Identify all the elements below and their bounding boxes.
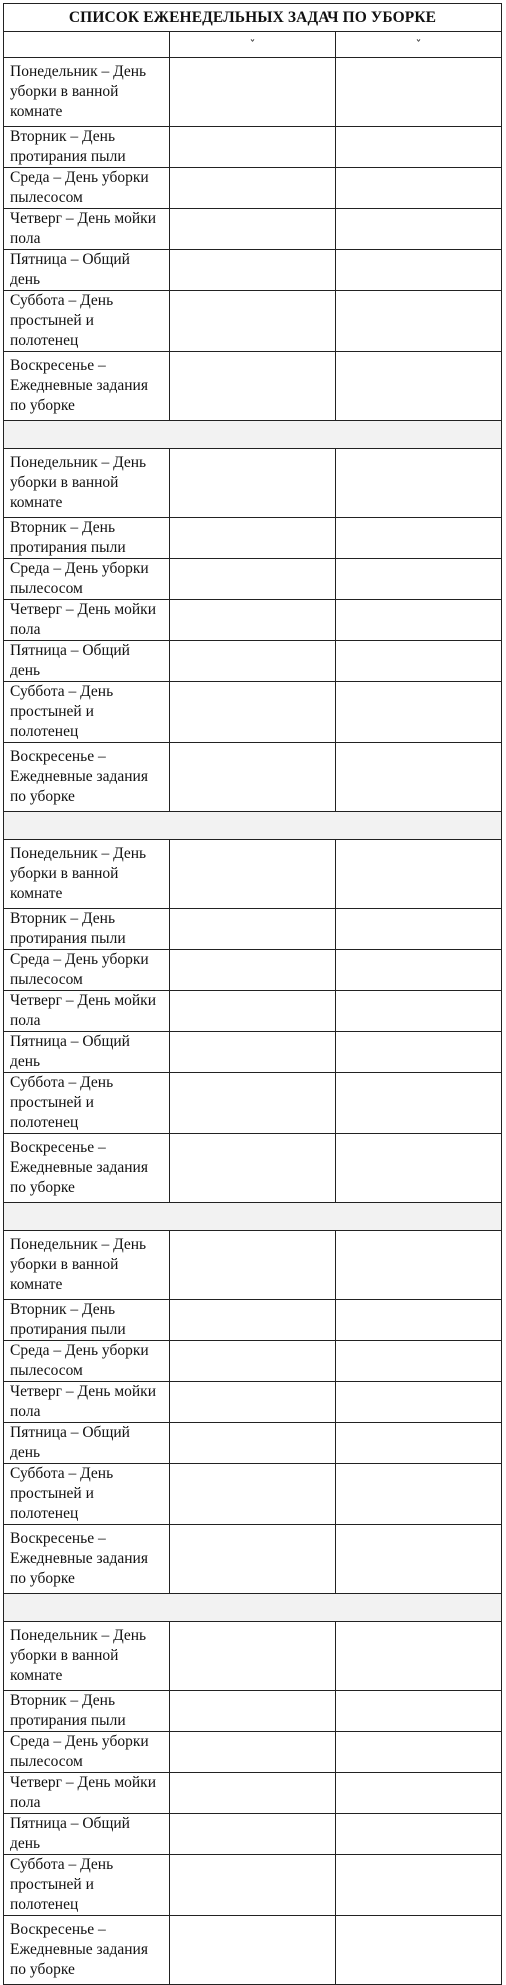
week-separator-cell (4, 421, 502, 449)
checkbox-cell-1[interactable] (170, 209, 336, 250)
checkbox-cell-2[interactable] (336, 1231, 502, 1300)
checkbox-cell-2[interactable] (336, 168, 502, 209)
task-row (4, 449, 502, 518)
task-row (4, 909, 502, 950)
header-check-column-2: ˇ (336, 32, 502, 58)
task-label: Вторник – День протирания пыли (4, 518, 170, 559)
checkbox-cell-1[interactable] (170, 1622, 336, 1691)
checkbox-cell-2[interactable] (336, 1525, 502, 1594)
checkbox-cell-1[interactable] (170, 559, 336, 600)
task-row (4, 1231, 502, 1300)
checkbox-cell-1[interactable] (170, 1855, 336, 1916)
checkbox-cell-2[interactable] (336, 950, 502, 991)
task-label: Пятница – Общий день (4, 250, 170, 291)
task-label: Среда – День уборки пылесосом (4, 1732, 170, 1773)
checkbox-cell-2[interactable] (336, 641, 502, 682)
checkbox-cell-1[interactable] (170, 743, 336, 812)
task-row (4, 743, 502, 812)
checkbox-cell-2[interactable] (336, 449, 502, 518)
task-row (4, 991, 502, 1032)
checkbox-cell-1[interactable] (170, 1382, 336, 1423)
task-label: Воскресенье – Ежедневные задания по уборке (4, 743, 170, 812)
week-separator-row (4, 421, 502, 449)
task-label: Среда – День уборки пылесосом (4, 559, 170, 600)
checkbox-cell-1[interactable] (170, 641, 336, 682)
task-label: Воскресенье – Ежедневные задания по уборке (4, 1916, 170, 1985)
task-label: Четверг – День мойки пола (4, 600, 170, 641)
checkbox-cell-2[interactable] (336, 1732, 502, 1773)
task-label: Среда – День уборки пылесосом (4, 168, 170, 209)
task-row (4, 1300, 502, 1341)
checkbox-cell-1[interactable] (170, 1773, 336, 1814)
checkbox-cell-1[interactable] (170, 250, 336, 291)
title-row (4, 4, 502, 32)
task-row (4, 352, 502, 421)
task-row (4, 1525, 502, 1594)
task-label: Четверг – День мойки пола (4, 209, 170, 250)
checkbox-cell-2[interactable] (336, 682, 502, 743)
header-row (4, 32, 502, 58)
task-label: Четверг – День мойки пола (4, 1773, 170, 1814)
task-label: Суббота – День простыней и полотенец (4, 1073, 170, 1134)
checkbox-cell-1[interactable] (170, 352, 336, 421)
checkbox-cell-2[interactable] (336, 1423, 502, 1464)
checkbox-cell-2[interactable] (336, 352, 502, 421)
week-separator-cell (4, 1594, 502, 1622)
task-label: Среда – День уборки пылесосом (4, 950, 170, 991)
task-row (4, 840, 502, 909)
checkbox-cell-1[interactable] (170, 840, 336, 909)
task-row (4, 291, 502, 352)
checkbox-cell-2[interactable] (336, 1300, 502, 1341)
checkbox-cell-2[interactable] (336, 1814, 502, 1855)
task-row (4, 127, 502, 168)
task-row (4, 1464, 502, 1525)
checkbox-cell-1[interactable] (170, 1134, 336, 1203)
task-row (4, 1134, 502, 1203)
checkbox-cell-1[interactable] (170, 127, 336, 168)
checkbox-cell-2[interactable] (336, 1622, 502, 1691)
week-separator-cell (4, 812, 502, 840)
task-label: Пятница – Общий день (4, 1423, 170, 1464)
checkbox-cell-1[interactable] (170, 682, 336, 743)
checkbox-cell-2[interactable] (336, 250, 502, 291)
task-row (4, 1073, 502, 1134)
checkbox-cell-1[interactable] (170, 991, 336, 1032)
checkbox-cell-2[interactable] (336, 58, 502, 127)
task-row (4, 950, 502, 991)
checkbox-cell-1[interactable] (170, 168, 336, 209)
checkbox-cell-2[interactable] (336, 991, 502, 1032)
checkbox-cell-2[interactable] (336, 209, 502, 250)
checkbox-cell-2[interactable] (336, 1773, 502, 1814)
task-label: Суббота – День простыней и полотенец (4, 1855, 170, 1916)
task-label: Воскресенье – Ежедневные задания по уборке (4, 1525, 170, 1594)
checkbox-cell-2[interactable] (336, 600, 502, 641)
task-row (4, 1341, 502, 1382)
task-label: Суббота – День простыней и полотенец (4, 291, 170, 352)
checkbox-cell-1[interactable] (170, 291, 336, 352)
task-row (4, 1622, 502, 1691)
checkbox-cell-1[interactable] (170, 1464, 336, 1525)
checkbox-cell-1[interactable] (170, 1341, 336, 1382)
task-row (4, 518, 502, 559)
task-row (4, 1773, 502, 1814)
task-row (4, 168, 502, 209)
week-separator-cell (4, 1203, 502, 1231)
checkbox-cell-2[interactable] (336, 1341, 502, 1382)
checkbox-cell-2[interactable] (336, 1073, 502, 1134)
checkbox-cell-1[interactable] (170, 518, 336, 559)
checkbox-cell-2[interactable] (336, 1032, 502, 1073)
checkbox-cell-1[interactable] (170, 950, 336, 991)
task-row (4, 58, 502, 127)
task-row (4, 250, 502, 291)
checkbox-cell-1[interactable] (170, 1300, 336, 1341)
checkbox-cell-1[interactable] (170, 1814, 336, 1855)
task-row (4, 1032, 502, 1073)
header-check-column-1: ˇ (170, 32, 336, 58)
checkbox-cell-1[interactable] (170, 909, 336, 950)
page-title: СПИСОК ЕЖЕНЕДЕЛЬНЫХ ЗАДАЧ ПО УБОРКЕ (4, 4, 502, 32)
week-separator-row (4, 1594, 502, 1622)
checkbox-cell-1[interactable] (170, 1073, 336, 1134)
checkbox-cell-2[interactable] (336, 1855, 502, 1916)
cleaning-checklist-table (3, 3, 502, 1985)
checkbox-cell-2[interactable] (336, 1691, 502, 1732)
checkbox-cell-2[interactable] (336, 1916, 502, 1985)
week-separator-row (4, 812, 502, 840)
header-task-cell (4, 32, 170, 58)
task-row (4, 682, 502, 743)
checkbox-cell-1[interactable] (170, 1032, 336, 1073)
task-row (4, 1814, 502, 1855)
task-row (4, 1916, 502, 1985)
task-row (4, 1382, 502, 1423)
checkbox-cell-1[interactable] (170, 600, 336, 641)
task-label: Понедельник – День уборки в ванной комнате (4, 1231, 170, 1300)
task-row (4, 1691, 502, 1732)
checkbox-cell-1[interactable] (170, 1691, 336, 1732)
task-label: Пятница – Общий день (4, 641, 170, 682)
checkbox-cell-1[interactable] (170, 1423, 336, 1464)
checkbox-cell-1[interactable] (170, 1231, 336, 1300)
task-label: Воскресенье – Ежедневные задания по уборке (4, 352, 170, 421)
task-label: Пятница – Общий день (4, 1032, 170, 1073)
checkbox-cell-2[interactable] (336, 1134, 502, 1203)
checkbox-cell-2[interactable] (336, 559, 502, 600)
task-label: Вторник – День протирания пыли (4, 1300, 170, 1341)
checkbox-cell-2[interactable] (336, 518, 502, 559)
task-label: Пятница – Общий день (4, 1814, 170, 1855)
checkbox-cell-1[interactable] (170, 1916, 336, 1985)
task-label: Суббота – День простыней и полотенец (4, 682, 170, 743)
checkbox-cell-1[interactable] (170, 1732, 336, 1773)
checkbox-cell-2[interactable] (336, 909, 502, 950)
checkbox-cell-2[interactable] (336, 840, 502, 909)
task-row (4, 641, 502, 682)
task-row (4, 559, 502, 600)
task-label: Вторник – День протирания пыли (4, 1691, 170, 1732)
checkbox-cell-2[interactable] (336, 1382, 502, 1423)
task-label: Четверг – День мойки пола (4, 991, 170, 1032)
checkbox-cell-1[interactable] (170, 58, 336, 127)
task-label: Воскресенье – Ежедневные задания по уборке (4, 1134, 170, 1203)
task-label: Понедельник – День уборки в ванной комнате (4, 1622, 170, 1691)
task-label: Понедельник – День уборки в ванной комнате (4, 449, 170, 518)
checkbox-cell-2[interactable] (336, 1464, 502, 1525)
checkbox-cell-2[interactable] (336, 743, 502, 812)
task-label: Среда – День уборки пылесосом (4, 1341, 170, 1382)
task-row (4, 1855, 502, 1916)
task-label: Вторник – День протирания пыли (4, 127, 170, 168)
task-row (4, 1732, 502, 1773)
task-row (4, 600, 502, 641)
task-label: Четверг – День мойки пола (4, 1382, 170, 1423)
task-row (4, 1423, 502, 1464)
checkbox-cell-2[interactable] (336, 291, 502, 352)
week-separator-row (4, 1203, 502, 1231)
task-label: Суббота – День простыней и полотенец (4, 1464, 170, 1525)
task-label: Понедельник – День уборки в ванной комнате (4, 58, 170, 127)
task-label: Понедельник – День уборки в ванной комнате (4, 840, 170, 909)
checkbox-cell-1[interactable] (170, 1525, 336, 1594)
task-label: Вторник – День протирания пыли (4, 909, 170, 950)
task-row (4, 209, 502, 250)
checkbox-cell-1[interactable] (170, 449, 336, 518)
checkbox-cell-2[interactable] (336, 127, 502, 168)
